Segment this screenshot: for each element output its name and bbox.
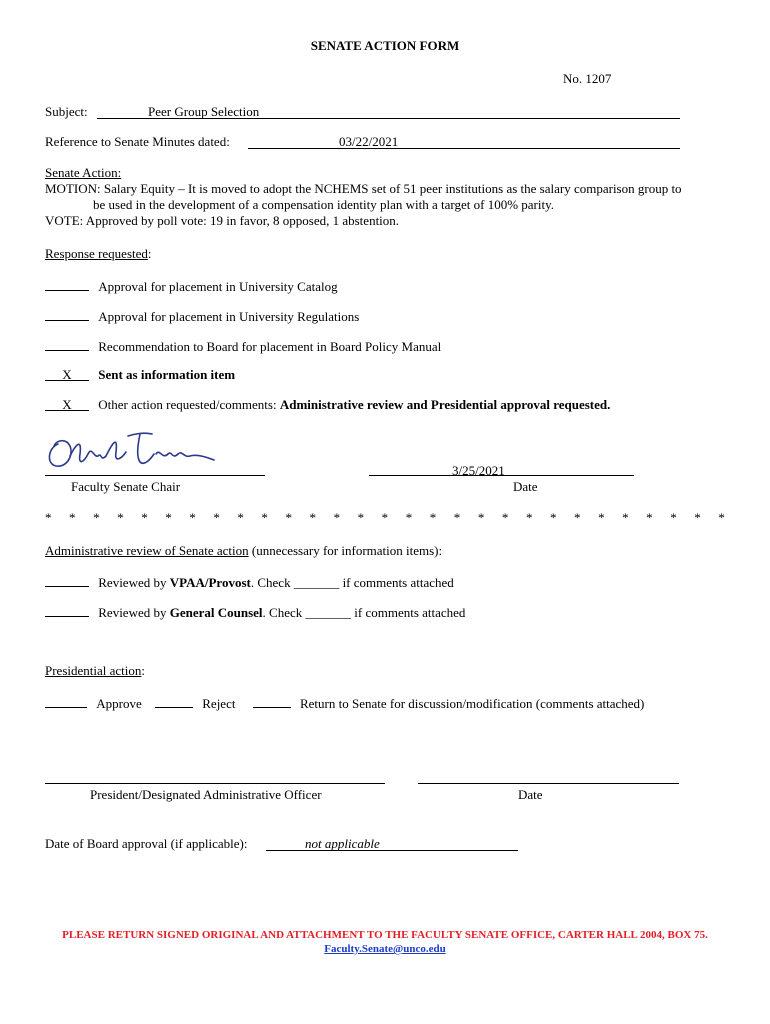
- form-number: No. 1207: [563, 71, 612, 86]
- option-catalog-blank[interactable]: [45, 277, 89, 291]
- footer-email-link[interactable]: Faculty.Senate@unco.edu: [324, 943, 446, 955]
- review-gc-blank[interactable]: [45, 603, 89, 617]
- president-date-label: Date: [518, 787, 543, 802]
- option-catalog: [45, 277, 338, 295]
- option-regulations-blank[interactable]: [45, 307, 89, 321]
- return-blank[interactable]: [253, 694, 291, 708]
- option-board-policy-label: Recommendation to Board for placement in Board Policy Manual: [98, 339, 442, 354]
- board-approval-label: Date of Board approval (if applicable):: [45, 836, 248, 851]
- motion-line-1: MOTION: Salary Equity – It is moved to adopt the NCHEMS set of 51 peer institutions as the salary comparison group to: [45, 181, 682, 196]
- option-other: [45, 397, 610, 413]
- option-regulations: [45, 307, 359, 325]
- reference-value: 03/22/2021: [339, 134, 399, 149]
- reject-blank[interactable]: [155, 694, 193, 708]
- admin-review-heading: Administrative review of Senate action (unnecessary for information items):: [45, 543, 443, 558]
- subject-value: Peer Group Selection: [148, 104, 260, 119]
- approve-label: Approve: [96, 696, 142, 711]
- president-signature-line[interactable]: [45, 783, 385, 784]
- board-approval-line: [266, 850, 518, 851]
- approve-blank[interactable]: [45, 694, 87, 708]
- option-information-mark[interactable]: X: [45, 367, 89, 381]
- option-other-mark[interactable]: X: [45, 397, 89, 411]
- option-board-policy-blank[interactable]: [45, 337, 89, 351]
- subject-label: Subject:: [45, 104, 88, 119]
- president-label: President/Designated Administrative Officer: [90, 787, 322, 802]
- senate-action-label: Senate Action:: [45, 165, 122, 180]
- chair-signature: [44, 426, 224, 476]
- option-information-label: Sent as information item: [98, 367, 236, 382]
- chair-label: Faculty Senate Chair: [71, 479, 181, 494]
- review-general-counsel: Reviewed by General Counsel. Check _______ if comments attached: [45, 603, 465, 621]
- chair-signature-line: [45, 475, 265, 476]
- return-label: Return to Senate for discussion/modification (comments attached): [299, 696, 645, 711]
- response-heading: Response requested:: [45, 246, 152, 261]
- reference-label: Reference to Senate Minutes dated:: [45, 134, 230, 149]
- option-other-label: Other action requested/comments:: [98, 397, 280, 412]
- option-regulations-label: Approval for placement in University Regulations: [98, 309, 360, 324]
- option-information: [45, 367, 235, 383]
- option-other-comment: Administrative review and Presidential approval requested.: [279, 397, 611, 412]
- presidential-heading: Presidential action:: [45, 663, 146, 678]
- board-approval-value: not applicable: [305, 836, 380, 851]
- review-vpaa-blank[interactable]: [45, 573, 89, 587]
- president-date-line[interactable]: [418, 783, 679, 784]
- option-catalog-label: Approval for placement in University Catalog: [98, 279, 338, 294]
- form-title: SENATE ACTION FORM: [310, 38, 460, 53]
- star-divider: * * * * * * * * * * * * * * * * * * * * * * * * * * * * *: [45, 510, 725, 525]
- chair-date-label: Date: [513, 479, 538, 494]
- vote-text: VOTE: Approved by poll vote: 19 in favor, 8 opposed, 1 abstention.: [45, 213, 400, 228]
- reference-line: [248, 148, 680, 149]
- presidential-options: [45, 694, 644, 712]
- footer-notice: PLEASE RETURN SIGNED ORIGINAL AND ATTACHMENT TO THE FACULTY SENATE OFFICE, CARTER HALL 2004, BOX 75.: [62, 929, 708, 941]
- review-vpaa: Reviewed by VPAA/Provost. Check _______ if comments attached: [45, 573, 454, 591]
- chair-date-value: 3/25/2021: [452, 463, 505, 478]
- motion-line-2: be used in the development of a compensation identity plan with a target of 100% parity.: [93, 197, 555, 212]
- reject-label: Reject: [202, 696, 236, 711]
- option-board-policy: [45, 337, 441, 355]
